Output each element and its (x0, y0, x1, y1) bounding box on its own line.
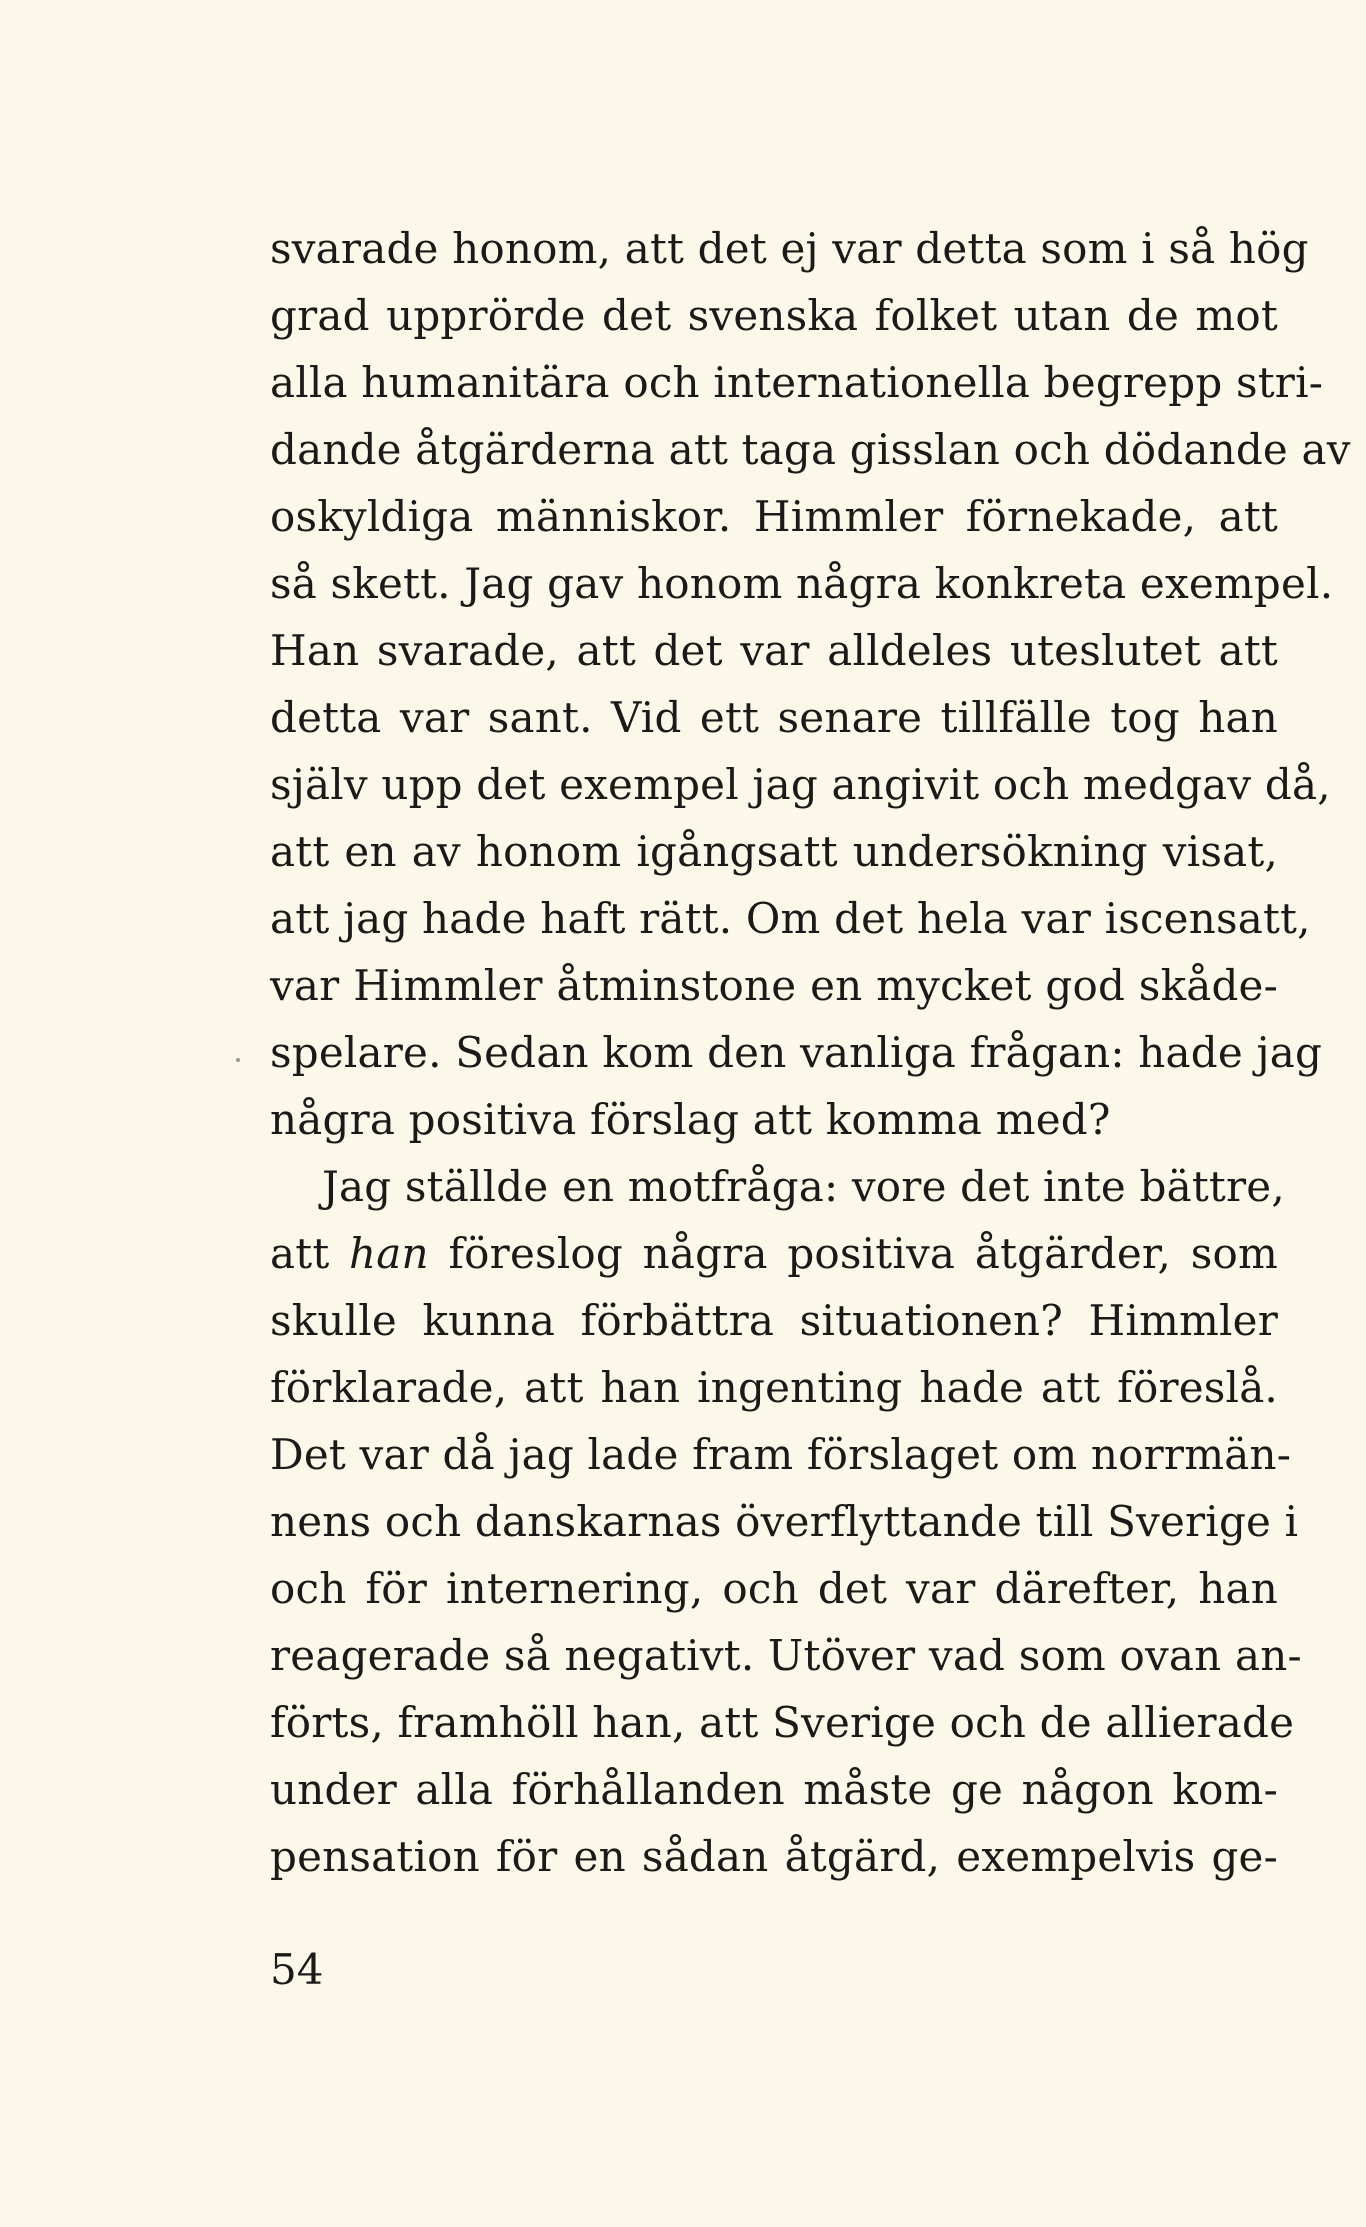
text-line: förts, framhöll han, att Sverige och de allierade (270, 1698, 1295, 1747)
paragraph-2 (270, 1153, 1302, 1890)
text-line-with-emphasis (270, 1220, 1278, 1287)
text-line: oskyldiga människor. Himmler förnekade, att (270, 492, 1278, 541)
margin-speck (236, 1058, 240, 1062)
text-line: detta var sant. Vid ett senare tillfälle tog han (270, 693, 1278, 742)
text-line: under alla förhållanden måste ge någon kom- (270, 1765, 1278, 1814)
text-line: Han svarade, att det var alldeles uteslutet att (270, 626, 1278, 675)
text-line: skulle kunna förbättra situationen? Himmler (270, 1296, 1278, 1345)
text-line: Det var då jag lade fram förslaget om norrmän- (270, 1430, 1292, 1479)
text-line: spelare. Sedan kom den vanliga frågan: hade jag (270, 1028, 1323, 1077)
text-line: själv upp det exempel jag angivit och medgav då, (270, 760, 1331, 809)
text-line: Jag ställde en motfråga: vore det inte bättre, (322, 1162, 1285, 1211)
text-line: att jag hade haft rätt. Om det hela var iscensatt, (270, 894, 1311, 943)
emphasized-word: han (349, 1229, 429, 1278)
text-line: förklarade, att han ingenting hade att föreslå. (270, 1363, 1278, 1412)
text-line: grad upprörde det svenska folket utan de mot (270, 291, 1278, 340)
text-line: pensation för en sådan åtgärd, exempelvis ge- (270, 1832, 1278, 1881)
text-fragment: föreslog några positiva åtgärder, som (428, 1229, 1278, 1278)
text-line: dande åtgärderna att taga gisslan och dödande av (270, 425, 1351, 474)
paragraph-1 (270, 215, 1351, 1153)
body-text (270, 215, 1351, 1890)
text-line: var Himmler åtminstone en mycket god skåde- (270, 961, 1278, 1010)
text-fragment: att (270, 1229, 350, 1278)
text-line: svarade honom, att det ej var detta som i så hög (270, 224, 1309, 273)
text-line: och för internering, och det var därefter, han (270, 1564, 1278, 1613)
text-line: så skett. Jag gav honom några konkreta exempel. (270, 559, 1334, 608)
text-line: nens och danskarnas överflyttande till Sverige i (270, 1497, 1299, 1546)
text-line: att en av honom igångsatt undersökning visat, (270, 827, 1278, 876)
text-line: reagerade så negativt. Utöver vad som ovan an- (270, 1631, 1302, 1680)
text-line: några positiva förslag att komma med? (270, 1095, 1111, 1144)
text-line: alla humanitära och internationella begrepp stri- (270, 358, 1324, 407)
page-number: 54 (270, 1945, 324, 1994)
